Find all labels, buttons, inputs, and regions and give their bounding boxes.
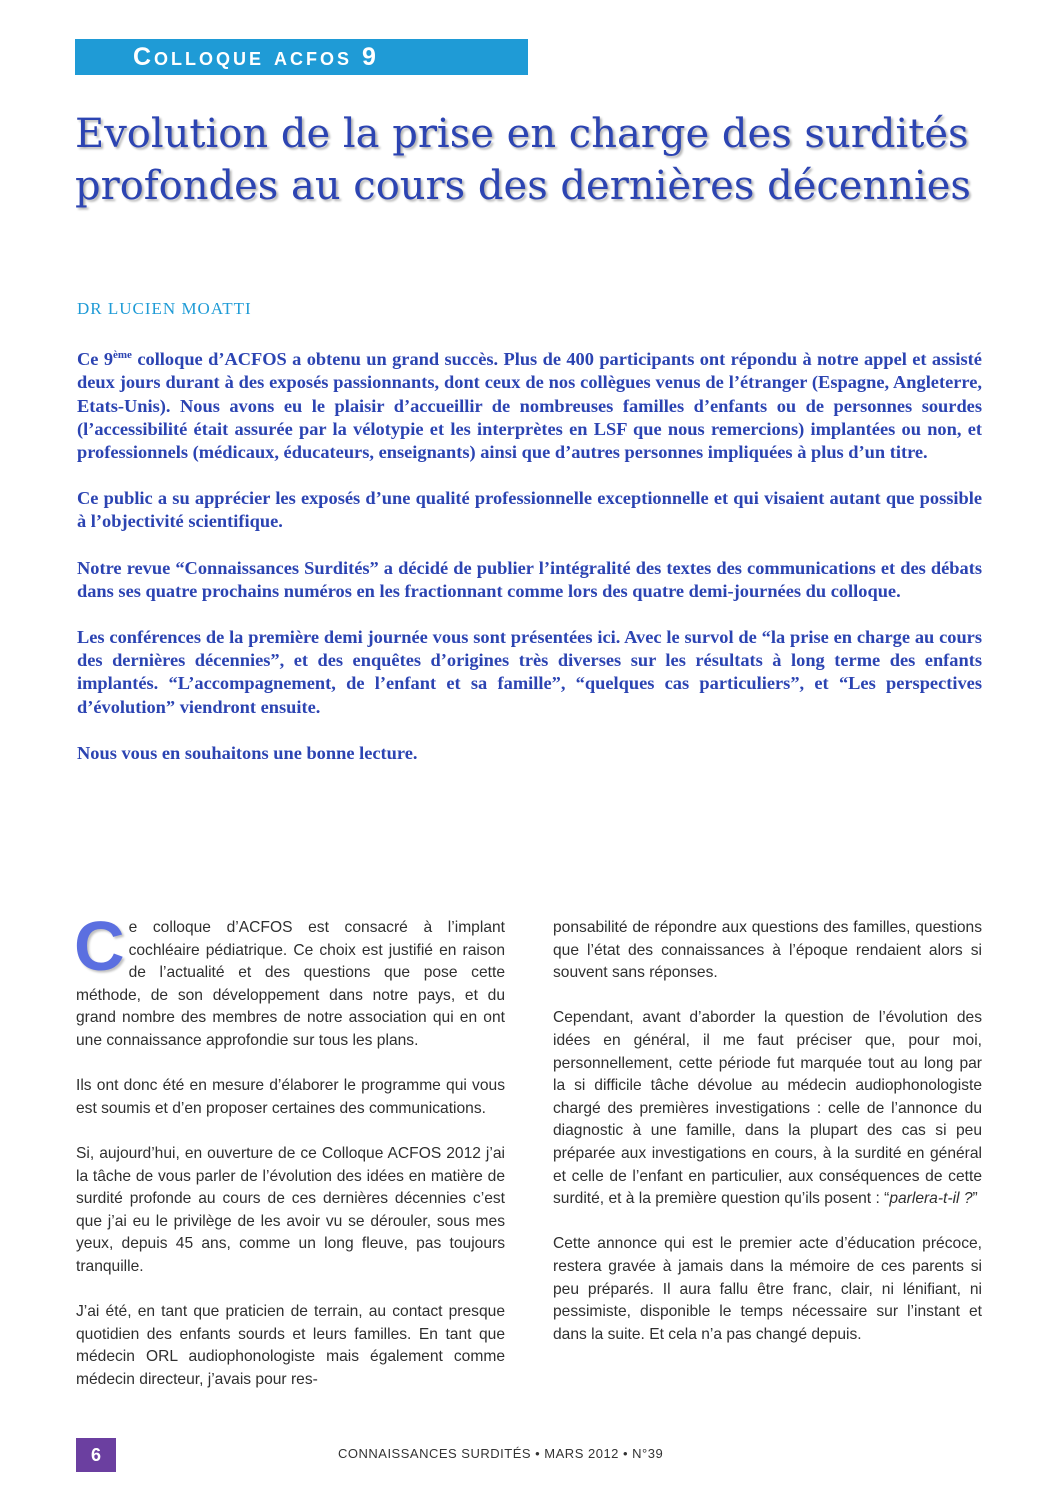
intro-p1-start: Ce 9 xyxy=(77,349,114,370)
intro-paragraph-2: Ce public a su apprécier les exposés d’une qualité professionnelle exceptionnelle et qui visaient autant que possible à l’objectivité scientifique. xyxy=(77,488,982,532)
body-right-paragraph-1: ponsabilité de répondre aux questions des familles, questions que l’état des connaissances à l’époque rendaient alors si souvent sans réponses. xyxy=(553,919,982,982)
section-banner: Colloque acfos 9 xyxy=(75,39,528,75)
intro-paragraph-4: Les conférences de la première demi journée vous sont présentées ici. Avec le survol de “la prise en charge au cours des dernières décennies”, et des enquêtes d’origines très diverses sur les résultats à long terme des enfants implantés. “L’accompagnement, de l’enfant et sa famille”, “quelques cas particuliers”, et “Les perspectives d’évolution” viendront ensuite. xyxy=(77,626,982,717)
intro-paragraph-1 xyxy=(77,344,982,464)
body-right-paragraph-2 xyxy=(553,1007,982,1210)
page-number-badge: 6 xyxy=(76,1438,116,1472)
body-left-paragraph-3: Si, aujourd’hui, en ouverture de ce Colloque ACFOS 2012 j’ai la tâche de vous parler de l’évolution des idées en matière de surdité profonde au cours de ces dernières décennies c’est que j’ai eu le privilège de les avoir vu se dérouler, sous mes yeux, depuis 45 ans, comme un long fleuve, pas toujours tranquille. xyxy=(76,1144,505,1275)
intro-block xyxy=(77,344,982,788)
intro-paragraph-3: Notre revue “Connaissances Surdités” a décidé de publier l’intégralité des textes des communications et des débats dans ses quatre prochains numéros en les fractionnant comme lors des quatre demi-journées du colloque. xyxy=(77,557,982,601)
body-left-p1-text: e colloque d’ACFOS est consacré à l’implant cochléaire pédiatrique. Ce choix est justifié en raison de l’actualité et des questions que pose cette méthode, de son développement dans notre pays, et du grand nombre des membres de notre association qui en ont une connaissance approfondie sur tous les plans. xyxy=(76,919,505,1049)
body-left-paragraph-2: Ils ont donc été en mesure d’élaborer le programme qui vous est soumis et d’en proposer certaines des communications. xyxy=(76,1077,505,1117)
body-column-right xyxy=(553,917,982,1369)
body-right-paragraph-3: Cette annonce qui est le premier acte d’éducation précoce, restera gravée à jamais dans la mémoire de ces parents si peu préparés. Il aura fallu être franc, clair, ni lénifiant, ni pessimiste, disponible le temps nécessaire sur l’instant et dans la suite. Et cela n’a pas changé depuis. xyxy=(553,1235,982,1343)
article-title: Evolution de la prise en charge des surdités profondes au cours des dernières décennies xyxy=(75,111,971,209)
author-name: DR LUCIEN MOATTI xyxy=(77,299,252,318)
body-left-paragraph-1 xyxy=(74,907,505,1053)
intro-paragraph-5: Nous vous en souhaitons une bonne lecture. xyxy=(77,742,418,763)
body-column-left xyxy=(74,907,505,1414)
intro-p1-superscript: ème xyxy=(113,349,132,361)
drop-cap: C xyxy=(74,907,125,985)
quote-parlera: parlera-t-il ? xyxy=(889,1190,973,1208)
intro-p1-rest: colloque d’ACFOS a obtenu un grand succès. Plus de 400 participants ont répondu à notre appel et assisté deux jours durant à des exposés passionnants, dont ceux de nos collègues venus de l’étranger (Espagne, Angleterre, Etats-Unis). Nous avons eu le plaisir d’accueillir de nombreuses familles d’enfants ou de personnes sourdes (l’accessibilité était assurée par la vélotypie et les interprètes en LSF que nous remercions) implantées ou non, et professionnels (médicaux, éducateurs, enseignants) ainsi que d’autres personnes impliquées à plus d’un titre. xyxy=(77,349,982,462)
body-right-p2-text: Cependant, avant d’aborder la question de l’évolution des idées en général, il me faut préciser que, pour moi, personnellement, cette période fut marquée tout au long par la si difficile tâche dévolue au médecin audiophonologiste chargé des premières investigations : celle de l’annonce du diagnostic à une famille, dans la plupart des cas si peu préparée aux investigations en cours, à la surdité en général et celle de l’enfant en particulier, aux conséquences de cette surdité, et à la première question qu’ils posent : “ xyxy=(553,1009,982,1208)
body-right-p2-end: ” xyxy=(972,1190,978,1208)
body-left-paragraph-4: J’ai été, en tant que praticien de terrain, au contact presque quotidien des enfants sourds et leurs familles. En tant que médecin ORL audiophonologiste mais également comme médecin directeur, j’avais pour res- xyxy=(76,1303,505,1388)
footer-publication: CONNAISSANCES SURDITÉS • MARS 2012 • N°39 xyxy=(338,1446,664,1461)
